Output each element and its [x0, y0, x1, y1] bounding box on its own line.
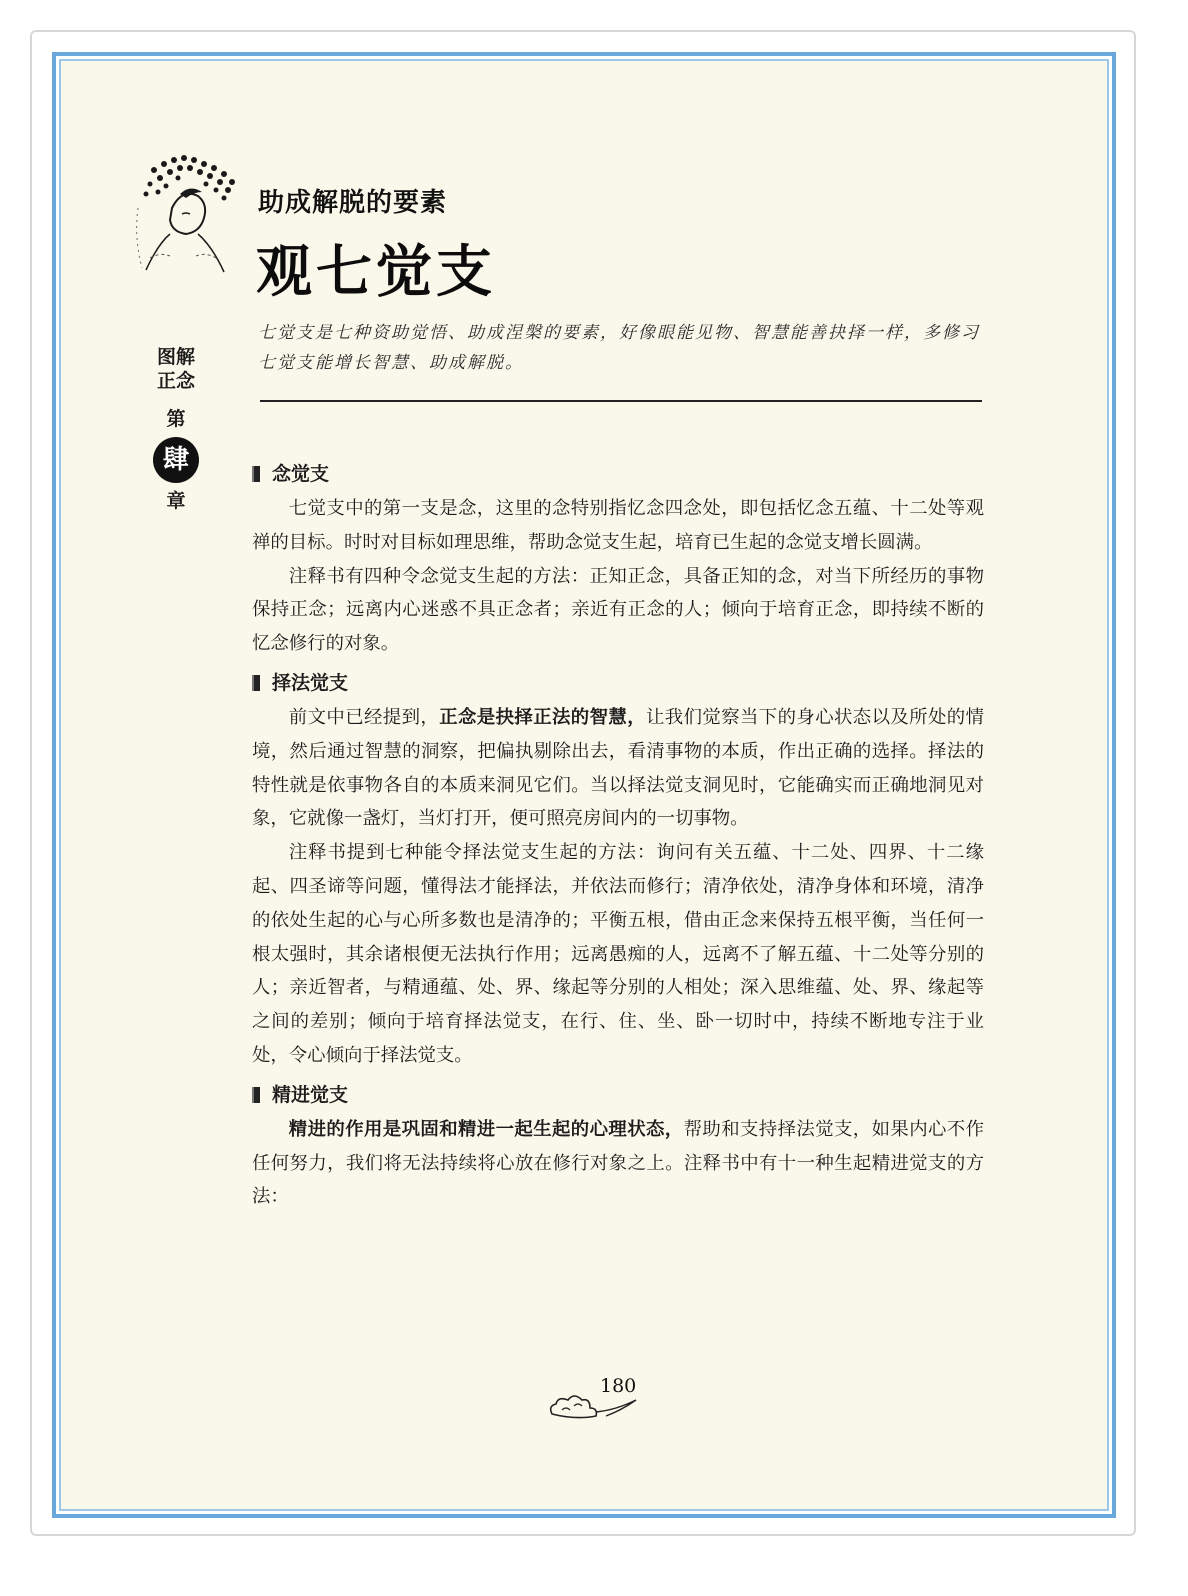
heading-marker-icon	[252, 466, 260, 482]
section-heading-mindfulness	[252, 456, 984, 492]
book-page	[60, 60, 1108, 1510]
section-heading-label: 择法觉支	[272, 671, 349, 694]
buddha-illustration	[120, 148, 250, 278]
emphasis-text: 精进的作用是巩固和精进一起生起的心理状态，	[288, 1118, 684, 1140]
paragraph	[252, 1113, 984, 1214]
chapter-number-badge: 肆	[153, 437, 199, 483]
section-heading-label: 精进觉支	[272, 1083, 349, 1106]
heading-marker-icon	[252, 675, 260, 691]
text-run: 让我们觉察当下的身心状态以及所处的情境，然后通过智慧的洞察，把偏执剔除出去，看清事物的本质，作出正确的选择。择法的特性就是依事物各自的本质来洞见它们。当以择法觉支洞见时，它能确实而正确地洞见对象，它就像一盏灯，当灯打开，便可照亮房间内的一切事物。	[252, 706, 984, 830]
text-run: 前文中已经提到，	[288, 706, 440, 728]
text-run: 帮助和支持择法觉支，如果内心不作任何努力，我们将无法持续将心放在修行对象之上。注释书中有十一种生起精进觉支的方法：	[252, 1118, 984, 1208]
section-subtitle: 助成解脱的要素	[258, 188, 448, 218]
page-number: 180	[600, 1375, 637, 1397]
section-heading-investigation	[252, 665, 984, 701]
divider-rule	[260, 400, 982, 402]
section-heading-energy	[252, 1077, 984, 1113]
paragraph: 七觉支中的第一支是念，这里的念特别指忆念四念处，即包括忆念五蕴、十二处等观禅的目标。时时对目标如理思维，帮助念觉支生起，培育已生起的念觉支增长圆满。	[252, 498, 984, 553]
chapter-prefix: 第	[166, 408, 186, 430]
paragraph: 注释书有四种令念觉支生起的方法：正知正念，具备正知的念，对当下所经历的事物保持正念；远离内心迷惑不具正念者；亲近有正念的人；倾向于培育正念，即持续不断的忆念修行的对象。	[252, 565, 984, 655]
paragraph: 注释书提到七种能令择法觉支生起的方法：询问有关五蕴、十二处、四界、十二缘起、四圣谛等问题，懂得法才能择法，并依法而修行；清净依处，清净身体和环境，清净的依处生起的心与心所多数也是清净的；平衡五根，借由正念来保持五根平衡，当任何一根太强时，其余诸根便无法执行作用；远离愚痴的人，远离不了解五蕴、十二处等分别的人；亲近智者，与精通蕴、处、界、缘起等分别的人相处；深入思维蕴、处、界、缘起等之间的差别；倾向于培育择法觉支，在行、住、坐、卧一切时中，持续不断地专注于业处，令心倾向于择法觉支。	[252, 842, 984, 1066]
page-title: 观七觉支	[256, 239, 496, 305]
chapter-side-label	[156, 345, 196, 513]
chapter-suffix: 章	[166, 490, 186, 512]
section-heading-label: 念觉支	[272, 463, 330, 485]
paragraph	[252, 701, 984, 836]
body-text	[252, 452, 984, 1214]
heading-marker-icon	[252, 1087, 260, 1103]
book-title-vertical: 图解正念	[156, 346, 195, 392]
cloud-ornament-icon	[546, 1388, 642, 1424]
intro-text: 七觉支是七种资助觉悟、助成涅槃的要素，好像眼能见物、智慧能善抉择一样，多修习七觉支能增长智慧、助成解脱。	[258, 323, 980, 373]
emphasis-text: 正念是抉择正法的智慧，	[439, 706, 646, 728]
